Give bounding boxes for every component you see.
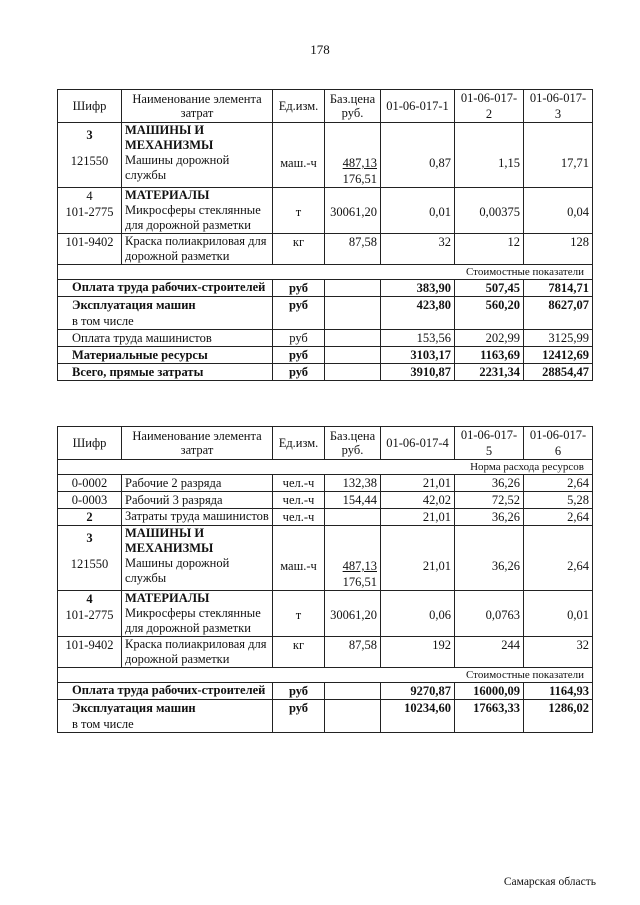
price-main: 30061,20 — [325, 188, 381, 234]
footer-region: Самарская область — [503, 876, 596, 888]
value-cell: 16000,09 — [455, 683, 524, 700]
price-main: 87,58 — [325, 234, 381, 265]
value-cell: 5,28 — [524, 492, 593, 509]
value-cell: 0,06 — [381, 591, 455, 637]
value-cell: 7814,71 — [524, 280, 593, 297]
summary-label: Эксплуатация машин — [72, 701, 196, 715]
table-row — [58, 364, 593, 381]
table-row — [58, 591, 593, 637]
resource-code: 121550 — [70, 154, 109, 168]
summary-label: Оплата труда машинистов — [58, 330, 273, 347]
header-col-1: 01-06-017-1 — [381, 90, 455, 123]
resource-unit: чел.-ч — [273, 475, 325, 492]
norm-caption: Норма расхода ресурсов — [58, 460, 593, 475]
summary-unit: руб — [273, 330, 325, 347]
resource-name: Машины дорожной службы — [125, 153, 230, 182]
resource-unit: кг — [273, 234, 325, 265]
summary-label: Материальные ресурсы — [58, 347, 273, 364]
value-cell: 10234,60 — [381, 700, 455, 733]
value-cell: 36,26 — [455, 509, 524, 526]
value-cell: 2,64 — [524, 526, 593, 591]
value-cell: 244 — [455, 637, 524, 668]
value-cell: 2,64 — [524, 475, 593, 492]
header-code: Шифр — [58, 90, 122, 123]
summary-label: Оплата труда рабочих-строителей — [58, 280, 273, 297]
resource-table-1 — [57, 89, 593, 381]
price-main: 87,58 — [325, 637, 381, 668]
section-title: МАТЕРИАЛЫ — [125, 188, 210, 202]
page-number: 178 — [310, 42, 330, 57]
resource-code: 101-2775 — [65, 205, 114, 219]
table-row — [58, 492, 593, 509]
value-cell: 0,01 — [381, 188, 455, 234]
section-number: 4 — [86, 189, 93, 203]
section-number: 3 — [86, 128, 93, 142]
resource-name: Краска полиакриловая для дорожной разметки — [122, 234, 273, 265]
value-cell: 3125,99 — [524, 330, 593, 347]
table-row — [58, 123, 593, 188]
summary-unit: руб — [273, 700, 325, 733]
header-col-1: 01-06-017-4 — [381, 427, 455, 460]
table-row — [58, 526, 593, 591]
table-row — [58, 700, 593, 733]
resource-code: 0-0003 — [58, 492, 122, 509]
section-title: МАТЕРИАЛЫ — [125, 591, 210, 605]
value-cell: 1286,02 — [524, 700, 593, 733]
header-name: Наименование элемента затрат — [122, 427, 273, 460]
section-number: 4 — [86, 592, 93, 606]
table-row — [58, 347, 593, 364]
value-cell: 2231,34 — [455, 364, 524, 381]
header-name: Наименование элемента затрат — [122, 90, 273, 123]
resource-unit: кг — [273, 637, 325, 668]
section-title: МАШИНЫ И МЕХАНИЗМЫ — [125, 526, 214, 555]
resource-code: 121550 — [70, 557, 109, 571]
value-cell: 1164,93 — [524, 683, 593, 700]
value-cell: 72,52 — [455, 492, 524, 509]
header-col-2: 01-06-017-2 — [455, 90, 524, 123]
value-cell: 21,01 — [381, 526, 455, 591]
summary-unit: руб — [273, 347, 325, 364]
value-cell: 1,15 — [455, 123, 524, 188]
table-row — [58, 330, 593, 347]
resource-name: Микросферы стеклянные для дорожной разметки — [125, 203, 261, 232]
value-cell: 128 — [524, 234, 593, 265]
summary-unit: руб — [273, 683, 325, 700]
resource-name: Рабочие 2 разряда — [122, 475, 273, 492]
header-col-3: 01-06-017-3 — [524, 90, 593, 123]
value-cell: 1163,69 — [455, 347, 524, 364]
summary-sublabel: в том числе — [72, 314, 134, 328]
resource-name: Микросферы стеклянные для дорожной разметки — [125, 606, 261, 635]
header-unit: Ед.изм. — [273, 427, 325, 460]
section-number: 2 — [58, 509, 122, 526]
resource-name: Рабочий 3 разряда — [122, 492, 273, 509]
price-main: 154,44 — [325, 492, 381, 509]
value-cell: 0,01 — [524, 591, 593, 637]
section-title: МАШИНЫ И МЕХАНИЗМЫ — [125, 123, 214, 152]
table-row — [58, 637, 593, 668]
resource-unit: маш.-ч — [273, 123, 325, 188]
section-number: 3 — [86, 531, 93, 545]
value-cell: 17,71 — [524, 123, 593, 188]
header-code: Шифр — [58, 427, 122, 460]
summary-unit: руб — [273, 280, 325, 297]
value-cell: 153,56 — [381, 330, 455, 347]
resource-name: Краска полиакриловая для дорожной разметки — [122, 637, 273, 668]
value-cell: 0,0763 — [455, 591, 524, 637]
value-cell: 0,00375 — [455, 188, 524, 234]
resource-unit: т — [273, 591, 325, 637]
table-row — [58, 475, 593, 492]
header-col-3: 01-06-017-6 — [524, 427, 593, 460]
resource-unit: чел.-ч — [273, 492, 325, 509]
summary-label: Эксплуатация машин — [72, 298, 196, 312]
value-cell: 0,04 — [524, 188, 593, 234]
table-row — [58, 234, 593, 265]
summary-unit: руб — [273, 297, 325, 330]
price-main: 132,38 — [325, 475, 381, 492]
value-cell: 12412,69 — [524, 347, 593, 364]
header-price: Баз.цена руб. — [325, 90, 381, 123]
resource-name: Затраты труда машинистов — [122, 509, 273, 526]
price-main: 487,13 — [342, 156, 377, 170]
table-row — [58, 280, 593, 297]
summary-label: Оплата труда рабочих-строителей — [58, 683, 273, 700]
header-price: Баз.цена руб. — [325, 427, 381, 460]
value-cell: 3103,17 — [381, 347, 455, 364]
resource-unit: т — [273, 188, 325, 234]
table-row — [58, 509, 593, 526]
value-cell: 3910,87 — [381, 364, 455, 381]
header-unit: Ед.изм. — [273, 90, 325, 123]
value-cell: 202,99 — [455, 330, 524, 347]
value-cell: 383,90 — [381, 280, 455, 297]
value-cell: 9270,87 — [381, 683, 455, 700]
price-main: 30061,20 — [325, 591, 381, 637]
resource-code: 101-9402 — [58, 234, 122, 265]
resource-table-2 — [57, 426, 593, 733]
table-row — [58, 683, 593, 700]
value-cell: 8627,07 — [524, 297, 593, 330]
summary-unit: руб — [273, 364, 325, 381]
value-cell: 21,01 — [381, 509, 455, 526]
value-cell: 32 — [524, 637, 593, 668]
value-cell: 0,87 — [381, 123, 455, 188]
price-main: 487,13 — [342, 559, 377, 573]
price-secondary: 176,51 — [342, 575, 377, 589]
value-cell: 21,01 — [381, 475, 455, 492]
resource-code: 101-2775 — [65, 608, 114, 622]
summary-label: Всего, прямые затраты — [58, 364, 273, 381]
value-cell: 17663,33 — [455, 700, 524, 733]
value-cell: 36,26 — [455, 526, 524, 591]
table-row — [58, 188, 593, 234]
resource-name: Машины дорожной службы — [125, 556, 230, 585]
value-cell: 28854,47 — [524, 364, 593, 381]
resource-unit: чел.-ч — [273, 509, 325, 526]
value-cell: 192 — [381, 637, 455, 668]
value-cell: 2,64 — [524, 509, 593, 526]
cost-caption: Стоимостные показатели — [58, 668, 593, 683]
value-cell: 32 — [381, 234, 455, 265]
value-cell: 423,80 — [381, 297, 455, 330]
summary-sublabel: в том числе — [72, 717, 134, 731]
price-secondary: 176,51 — [342, 172, 377, 186]
value-cell: 36,26 — [455, 475, 524, 492]
value-cell: 42,02 — [381, 492, 455, 509]
value-cell: 507,45 — [455, 280, 524, 297]
resource-unit: маш.-ч — [273, 526, 325, 591]
value-cell: 560,20 — [455, 297, 524, 330]
header-col-2: 01-06-017-5 — [455, 427, 524, 460]
cost-caption: Стоимостные показатели — [58, 265, 593, 280]
table-row — [58, 297, 593, 330]
resource-code: 0-0002 — [58, 475, 122, 492]
resource-code: 101-9402 — [58, 637, 122, 668]
value-cell: 12 — [455, 234, 524, 265]
